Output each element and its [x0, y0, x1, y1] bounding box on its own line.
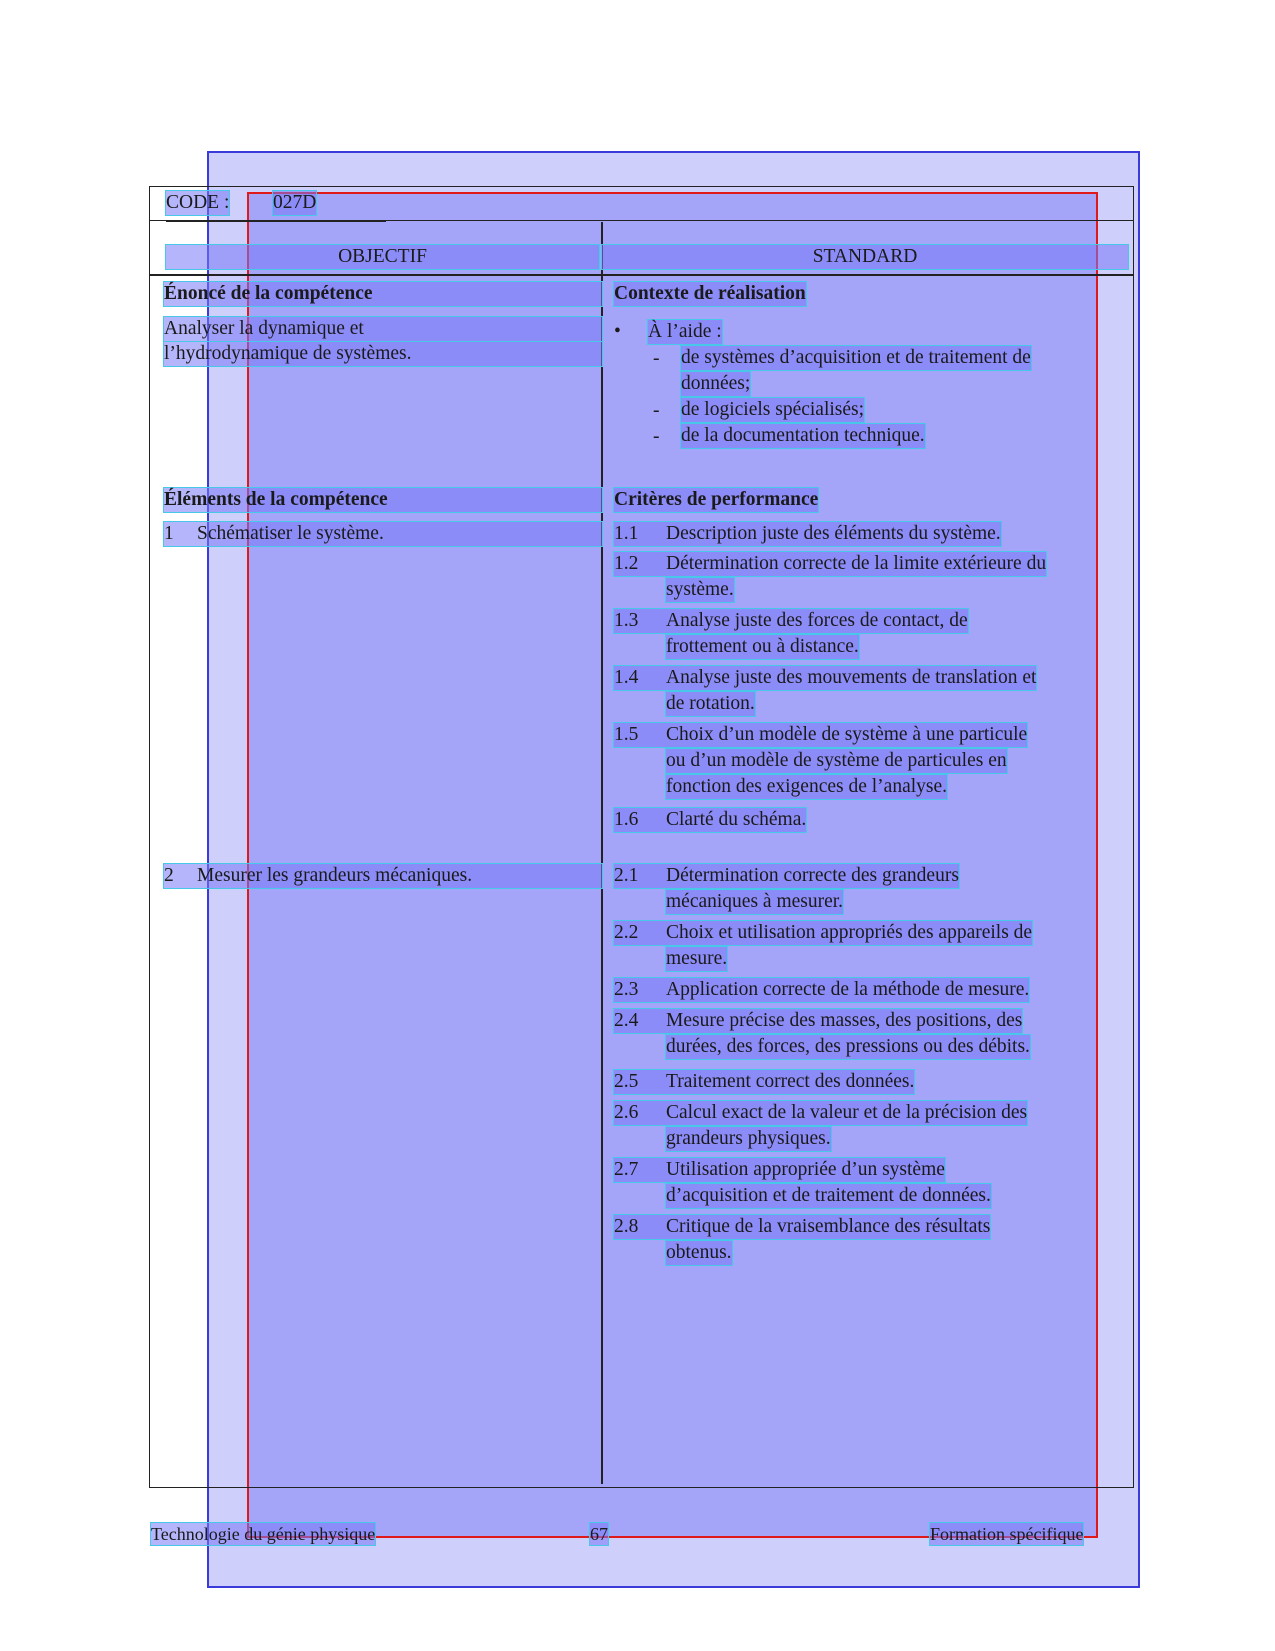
critere-text: Choix d’un modèle de système à une particule	[666, 724, 1028, 745]
critere-item	[614, 522, 1001, 546]
critere-item	[614, 1158, 945, 1182]
footer-right: Formation spécifique	[930, 1524, 1084, 1544]
critere-item-continuation: obtenus.	[666, 1242, 732, 1263]
header-row-divider	[149, 274, 1134, 276]
critere-item-continuation: mécaniques à mesurer.	[666, 891, 844, 912]
critere-number: 2.2	[614, 922, 639, 943]
critere-item	[614, 723, 1027, 747]
critere-number: 1.3	[614, 610, 639, 631]
critere-number: 1.5	[614, 724, 639, 745]
critere-number: 2.5	[614, 1071, 639, 1092]
critere-text: Détermination correcte des grandeurs	[666, 865, 959, 886]
contexte-item-line: de logiciels spécialisés;	[681, 399, 865, 420]
critere-item-continuation: grandeurs physiques.	[666, 1128, 831, 1149]
element-item-2	[164, 864, 602, 888]
critere-text: Application correcte de la méthode de mesure.	[666, 979, 1030, 1000]
critere-item-continuation: ou d’un modèle de système de particules en	[666, 750, 1007, 771]
critere-item	[614, 808, 806, 832]
critere-text: Choix et utilisation appropriés des appareils de	[666, 922, 1033, 943]
code-label: CODE :	[166, 192, 230, 213]
critere-number: 2.1	[614, 865, 639, 886]
contexte-dash: -	[653, 348, 660, 369]
critere-item	[614, 1101, 1027, 1125]
code-underline	[166, 220, 386, 222]
header-objectif: OBJECTIF	[166, 245, 599, 269]
contexte-bullet-text: À l’aide :	[648, 321, 722, 342]
critere-text: Traitement correct des données.	[666, 1071, 915, 1092]
enonce-title: Énoncé de la compétence	[164, 282, 602, 306]
critere-number: 1.6	[614, 809, 639, 830]
critere-item	[614, 552, 1046, 576]
page-number: 67	[590, 1524, 608, 1544]
critere-number: 1.4	[614, 667, 639, 688]
critere-text: Analyse juste des forces de contact, de	[666, 610, 968, 631]
critere-text: Clarté du schéma.	[666, 809, 807, 830]
element-text: Schématiser le système.	[197, 523, 384, 544]
critere-item-continuation: de rotation.	[666, 693, 755, 714]
critere-item	[614, 864, 959, 888]
critere-item-continuation: d’acquisition et de traitement de données.	[666, 1185, 991, 1206]
critere-text: Description juste des éléments du système.	[666, 523, 1001, 544]
critere-item	[614, 1009, 1022, 1033]
contexte-title: Contexte de réalisation	[614, 283, 806, 304]
critere-item-continuation: système.	[666, 579, 734, 600]
critere-item-continuation: durées, des forces, des pressions ou des débits.	[666, 1036, 1030, 1057]
code-value: 027D	[273, 192, 317, 213]
contexte-item-line: de la documentation technique.	[681, 425, 925, 446]
contexte-dash: -	[653, 400, 660, 421]
critere-number: 2.7	[614, 1159, 639, 1180]
criteres-title: Critères de performance	[614, 489, 819, 510]
header-standard: STANDARD	[602, 245, 1128, 269]
critere-item	[614, 1215, 990, 1239]
contexte-item-line: données;	[681, 373, 751, 394]
critere-item	[614, 978, 1029, 1002]
critere-item	[614, 1070, 914, 1094]
table-frame	[149, 186, 1134, 1488]
element-item-1	[164, 522, 602, 546]
critere-number: 2.4	[614, 1010, 639, 1031]
critere-text: Analyse juste des mouvements de translation et	[666, 667, 1037, 688]
enonce-text-line1: Analyser la dynamique et	[164, 317, 602, 341]
critere-text: Mesure précise des masses, des positions, des	[666, 1010, 1023, 1031]
critere-text: Calcul exact de la valeur et de la précision des	[666, 1102, 1028, 1123]
critere-number: 2.6	[614, 1102, 639, 1123]
elements-title: Éléments de la compétence	[164, 488, 602, 512]
critere-item	[614, 666, 1036, 690]
element-number: 2	[164, 865, 174, 886]
element-text: Mesurer les grandeurs mécaniques.	[197, 865, 473, 886]
contexte-dash: -	[653, 426, 660, 447]
element-number: 1	[164, 523, 174, 544]
critere-item-continuation: fonction des exigences de l’analyse.	[666, 776, 948, 797]
critere-item-continuation: frottement ou à distance.	[666, 636, 859, 657]
critere-item	[614, 921, 1032, 945]
critere-text: Utilisation appropriée d’un système	[666, 1159, 945, 1180]
contexte-item-line: de systèmes d’acquisition et de traitement de	[681, 347, 1031, 368]
critere-number: 1.1	[614, 523, 639, 544]
critere-text: Détermination correcte de la limite extérieure du	[666, 553, 1047, 574]
enonce-text-line2: l’hydrodynamique de systèmes.	[164, 342, 602, 366]
critere-item	[614, 609, 968, 633]
column-divider	[601, 222, 603, 1484]
critere-number: 2.3	[614, 979, 639, 1000]
critere-number: 2.8	[614, 1216, 639, 1237]
critere-item-continuation: mesure.	[666, 948, 728, 969]
critere-text: Critique de la vraisemblance des résultats	[666, 1216, 991, 1237]
critere-number: 1.2	[614, 553, 639, 574]
contexte-bullet: •	[614, 321, 621, 342]
footer-left: Technologie du génie physique	[151, 1524, 376, 1544]
